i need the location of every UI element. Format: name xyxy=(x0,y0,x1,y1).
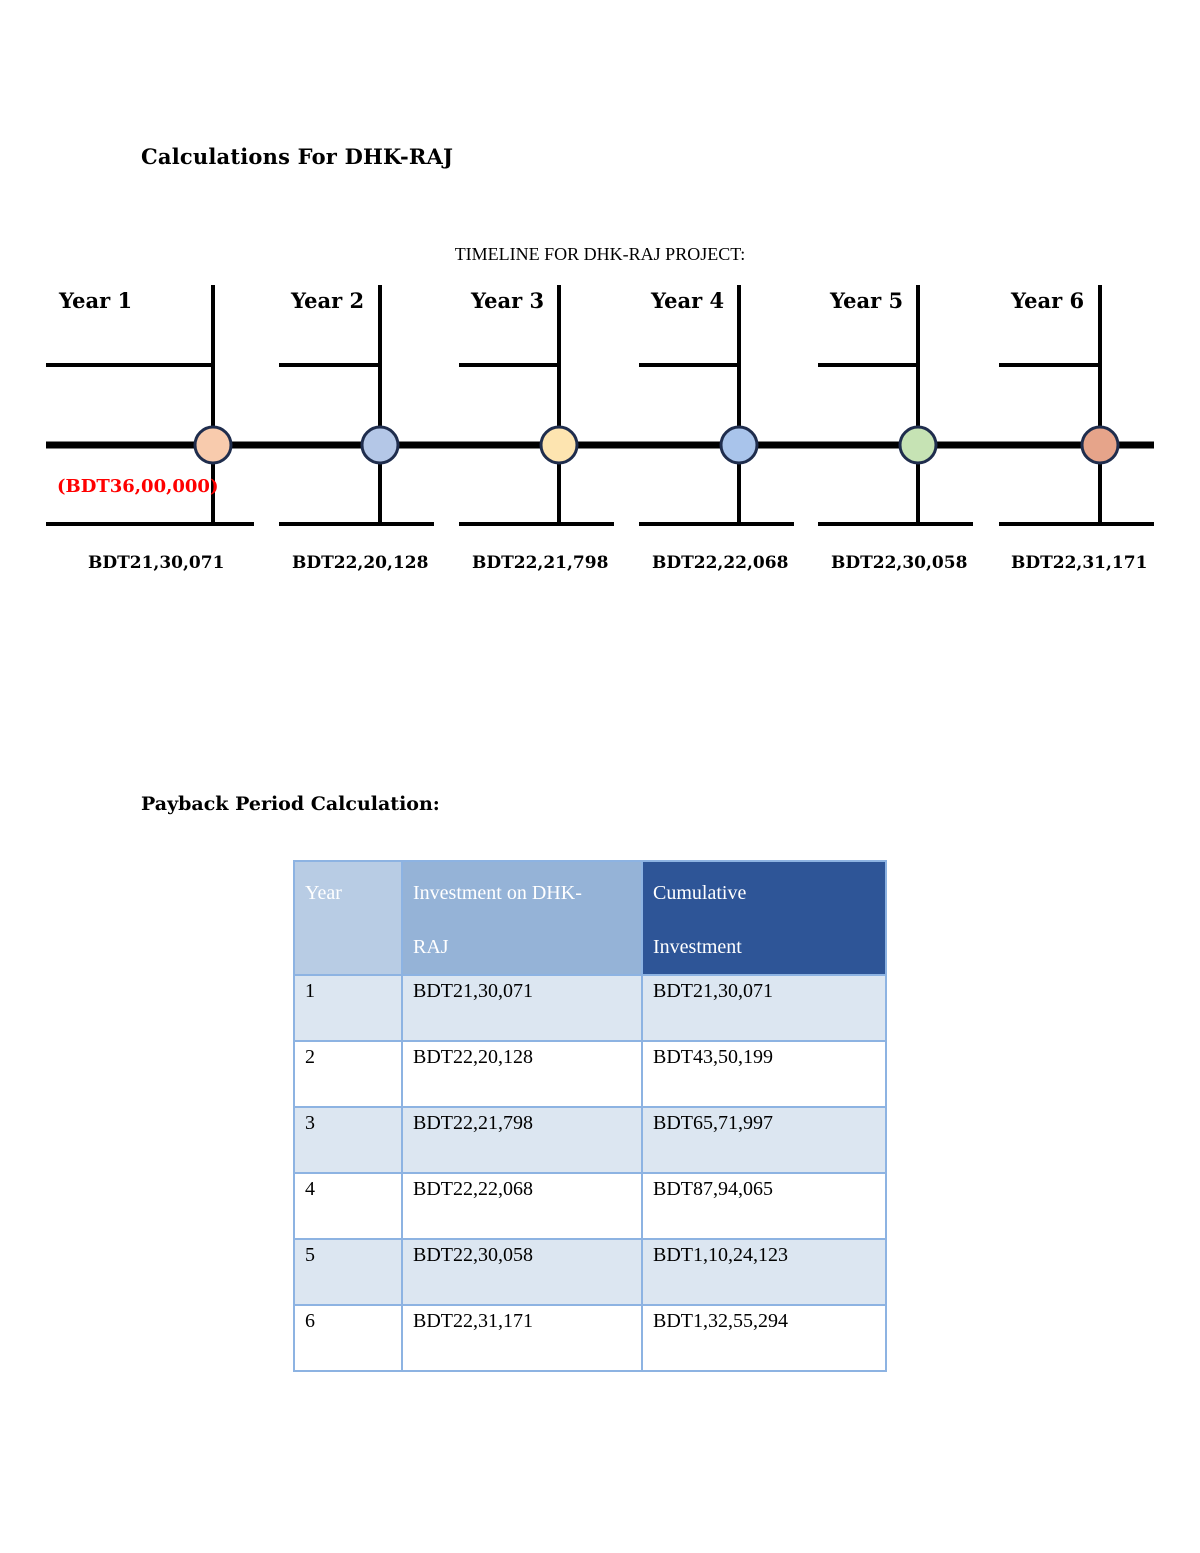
timeline-diagram xyxy=(0,280,1200,540)
row-investment: BDT22,20,128 xyxy=(402,1041,642,1107)
header-cumulative-line2: Investment xyxy=(653,936,742,958)
row-cumulative: BDT87,94,065 xyxy=(642,1173,886,1239)
year-1-amount: BDT21,30,071 xyxy=(88,553,225,573)
year-6-marker xyxy=(1082,427,1118,463)
page-heading: Calculations For DHK-RAJ xyxy=(141,144,454,169)
row-year: 5 xyxy=(294,1239,402,1305)
row-cumulative: BDT65,71,997 xyxy=(642,1107,886,1173)
row-year: 1 xyxy=(294,975,402,1041)
year-5-amount: BDT22,30,058 xyxy=(831,553,968,573)
year-1-label: Year 1 xyxy=(59,288,133,313)
row-year: 2 xyxy=(294,1041,402,1107)
table-row xyxy=(294,1239,886,1305)
year-6-amount: BDT22,31,171 xyxy=(1011,553,1148,573)
payback-title: Payback Period Calculation: xyxy=(141,793,440,815)
row-investment: BDT22,31,171 xyxy=(402,1305,642,1371)
row-year: 4 xyxy=(294,1173,402,1239)
row-year: 6 xyxy=(294,1305,402,1371)
header-investment xyxy=(402,861,642,975)
row-investment: BDT22,22,068 xyxy=(402,1173,642,1239)
year-4-marker xyxy=(721,427,757,463)
row-cumulative: BDT43,50,199 xyxy=(642,1041,886,1107)
year-5-label: Year 5 xyxy=(830,288,904,313)
year-4-amount: BDT22,22,068 xyxy=(652,553,789,573)
initial-investment: (BDT36,00,000) xyxy=(57,476,219,497)
table-row xyxy=(294,1173,886,1239)
row-cumulative: BDT1,10,24,123 xyxy=(642,1239,886,1305)
table-row xyxy=(294,1041,886,1107)
row-investment: BDT22,21,798 xyxy=(402,1107,642,1173)
year-3-marker xyxy=(541,427,577,463)
year-6-label: Year 6 xyxy=(1011,288,1085,313)
header-year xyxy=(294,861,402,975)
year-3-label: Year 3 xyxy=(471,288,545,313)
year-4-label: Year 4 xyxy=(651,288,725,313)
timeline-title: TIMELINE FOR DHK-RAJ PROJECT: xyxy=(454,244,746,264)
row-investment: BDT21,30,071 xyxy=(402,975,642,1041)
year-3-amount: BDT22,21,798 xyxy=(472,553,609,573)
year-2-marker xyxy=(362,427,398,463)
year-5-marker xyxy=(900,427,936,463)
table-row xyxy=(294,1107,886,1173)
row-investment: BDT22,30,058 xyxy=(402,1239,642,1305)
year-2-amount: BDT22,20,128 xyxy=(292,553,429,573)
header-cumulative xyxy=(642,861,886,975)
row-cumulative: BDT21,30,071 xyxy=(642,975,886,1041)
header-cumulative-line1: Cumulative xyxy=(653,882,747,904)
payback-table xyxy=(293,860,887,1372)
header-investment-line2: RAJ xyxy=(413,936,449,958)
row-year: 3 xyxy=(294,1107,402,1173)
year-2-label: Year 2 xyxy=(291,288,365,313)
row-cumulative: BDT1,32,55,294 xyxy=(642,1305,886,1371)
year-1-marker xyxy=(195,427,231,463)
table-row xyxy=(294,975,886,1041)
table-header-row xyxy=(294,861,886,975)
table-row xyxy=(294,1305,886,1371)
header-year-text: Year xyxy=(305,882,342,904)
header-investment-line1: Investment on DHK- xyxy=(413,882,582,904)
